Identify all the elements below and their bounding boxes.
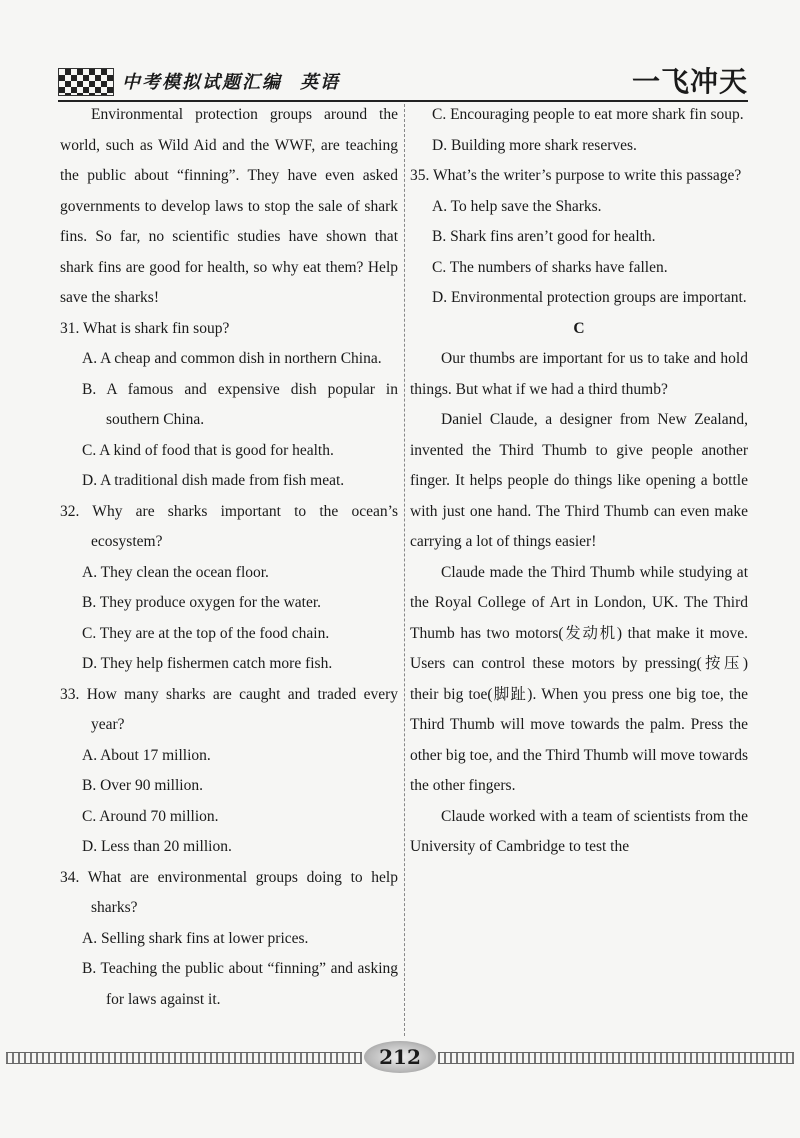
question-33-option-d: D. Less than 20 million. bbox=[82, 838, 232, 855]
question-32-stem: 32. Why are sharks important to the ocean’s ecosystem? bbox=[60, 502, 398, 550]
question-34-option-c: C. Encouraging people to eat more shark fin soup. bbox=[432, 106, 744, 123]
column-divider bbox=[404, 104, 405, 1036]
passage-c-paragraph-2: Daniel Claude, a designer from New Zealand, invented the Third Thumb to give people another finger. It helps people do things like opening a bottle with just one hand. The Third Thumb can even make carrying a lot of things easier! bbox=[410, 411, 748, 550]
question-34-option-b: B. Teaching the public about “finning” and asking for laws against it. bbox=[82, 960, 398, 1008]
right-column bbox=[410, 100, 748, 863]
passage-paragraph: Environmental protection groups around the world, such as Wild Aid and the WWF, are teaching the public about “finning”. They have even asked governments to develop laws to stop the sale of shark fins. So far, no scientific studies have shown that shark fins are good for health, so why eat them? Help save the sharks! bbox=[60, 106, 398, 306]
question-31-option-b: B. A famous and expensive dish popular in southern China. bbox=[82, 380, 398, 428]
question-31-stem: 31. What is shark fin soup? bbox=[60, 319, 230, 337]
question-32-option-d: D. They help fishermen catch more fish. bbox=[82, 655, 333, 672]
question-31-option-c: C. A kind of food that is good for health. bbox=[82, 441, 334, 459]
footer-border-left bbox=[6, 1052, 362, 1064]
question-34-option-a: A. Selling shark fins at lower prices. bbox=[82, 929, 309, 947]
passage-c-paragraph-3: Claude made the Third Thumb while studying at the Royal College of Art in London, UK. The Third Thumb has two motors(发动机) that make it move. Users can control these motors by pressing(按压) their big toe(脚趾). When you press one big toe, the Third Thumb will move towards the palm. Press the other big toe, and the Third Thumb will move towards the other fingers. bbox=[410, 563, 748, 794]
question-33-option-a: A. About 17 million. bbox=[82, 746, 211, 764]
question-35-option-a: A. To help save the Sharks. bbox=[432, 197, 602, 215]
question-34-stem: 34. What are environmental groups doing to help sharks? bbox=[60, 868, 398, 916]
subject-label: 英语 bbox=[300, 72, 340, 93]
question-35-stem: 35. What’s the writer’s purpose to write this passage? bbox=[410, 167, 742, 184]
question-35-option-d: D. Environmental protection groups are important. bbox=[432, 289, 747, 306]
question-32-option-c: C. They are at the top of the food chain. bbox=[82, 624, 330, 642]
question-35-option-c: C. The numbers of sharks have fallen. bbox=[432, 258, 668, 276]
question-34-option-d: D. Building more shark reserves. bbox=[432, 136, 637, 154]
section-label: C bbox=[573, 319, 585, 337]
question-35-option-b: B. Shark fins aren’t good for health. bbox=[432, 228, 656, 245]
brand-logo: 一飞冲天 bbox=[631, 65, 748, 98]
question-33-option-c: C. Around 70 million. bbox=[82, 807, 219, 825]
question-32-option-b: B. They produce oxygen for the water. bbox=[82, 594, 322, 611]
passage-c-paragraph-1: Our thumbs are important for us to take and hold things. But what if we had a third thumb? bbox=[410, 350, 748, 398]
passage-c-paragraph-4: Claude worked with a team of scientists from the University of Cambridge to test the bbox=[410, 807, 748, 855]
checker-logo-icon bbox=[58, 68, 114, 96]
question-32-option-a: A. They clean the ocean floor. bbox=[82, 563, 269, 581]
question-33-stem: 33. How many sharks are caught and traded every year? bbox=[60, 685, 398, 733]
left-column bbox=[60, 100, 398, 1015]
question-31-option-d: D. A traditional dish made from fish meat. bbox=[82, 472, 345, 489]
question-31-option-a: A. A cheap and common dish in northern China. bbox=[82, 350, 382, 367]
page-number: 212 bbox=[364, 1041, 436, 1073]
header-title bbox=[122, 68, 340, 94]
page-footer bbox=[0, 1040, 800, 1076]
footer-border-right bbox=[438, 1052, 794, 1064]
book-title: 中考模拟试题汇编 bbox=[122, 72, 282, 93]
page-header bbox=[58, 60, 748, 102]
question-33-option-b: B. Over 90 million. bbox=[82, 777, 203, 794]
